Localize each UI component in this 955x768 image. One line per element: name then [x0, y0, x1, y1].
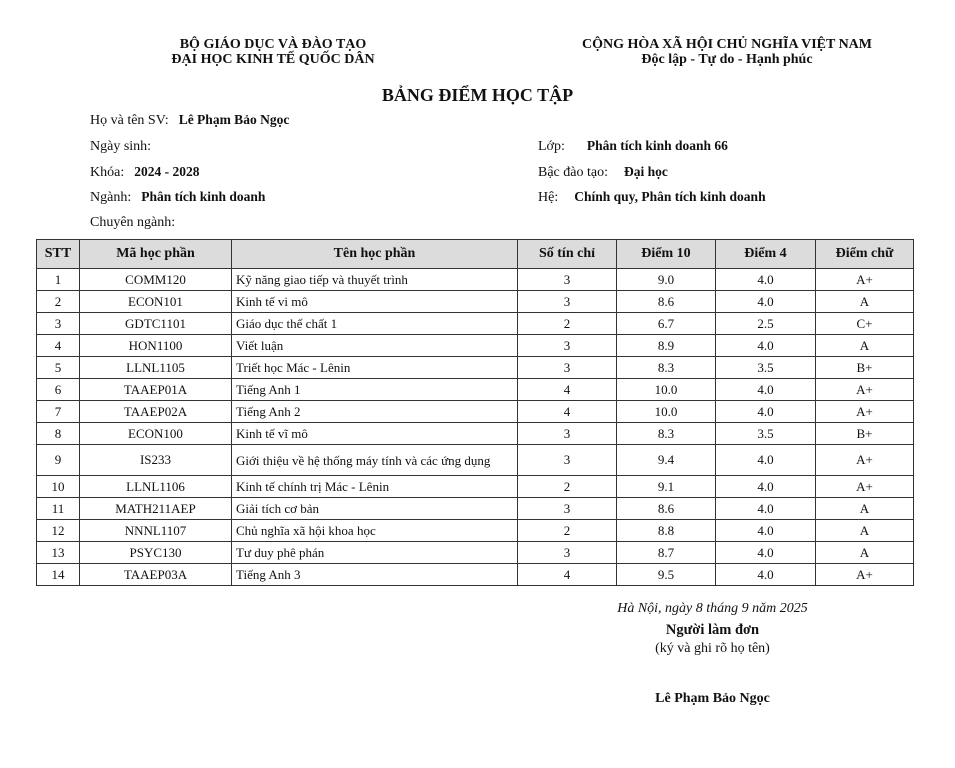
cell-stt: 2	[37, 291, 80, 313]
cell-code: TAAEP02A	[80, 401, 232, 423]
cell-code: MATH211AEP	[80, 498, 232, 520]
cell-letter: A+	[816, 401, 914, 423]
page-title: BẢNG ĐIỂM HỌC TẬP	[381, 85, 574, 105]
cell-code: TAAEP03A	[80, 564, 232, 586]
cell-score10: 8.8	[617, 520, 716, 542]
cell-stt: 6	[37, 379, 80, 401]
level-label: Bậc đào tạo:	[538, 165, 608, 180]
course-row	[90, 163, 199, 181]
cell-letter: A+	[816, 379, 914, 401]
cell-code: LLNL1106	[80, 476, 232, 498]
specialization-row	[90, 213, 175, 231]
cell-credits: 3	[518, 335, 617, 357]
cell-score10: 8.9	[617, 335, 716, 357]
cell-score4: 4.0	[716, 269, 816, 291]
cell-score4: 4.0	[716, 335, 816, 357]
cell-credits: 2	[518, 476, 617, 498]
cell-score4: 4.0	[716, 498, 816, 520]
cell-code: PSYC130	[80, 542, 232, 564]
cell-letter: A+	[816, 476, 914, 498]
header-right	[522, 37, 932, 67]
cell-credits: 3	[518, 269, 617, 291]
level-value: Đại học	[623, 164, 668, 179]
cell-letter: B+	[816, 357, 914, 379]
cell-score4: 4.0	[716, 445, 816, 476]
cell-score4: 4.0	[716, 379, 816, 401]
system-row	[538, 188, 766, 206]
cell-letter: A	[816, 498, 914, 520]
table-row	[37, 476, 914, 498]
header-left	[133, 37, 413, 67]
table-row	[37, 291, 914, 313]
cell-score4: 4.0	[716, 291, 816, 313]
cell-credits: 4	[518, 564, 617, 586]
cell-letter: A+	[816, 445, 914, 476]
cell-letter: A	[816, 520, 914, 542]
cell-code: IS233	[80, 445, 232, 476]
cell-name: Triết học Mác - Lênin	[232, 357, 518, 379]
table-row	[37, 401, 914, 423]
cell-code: ECON100	[80, 423, 232, 445]
cell-name: Viết luận	[232, 335, 518, 357]
cell-code: NNNL1107	[80, 520, 232, 542]
table-row	[37, 423, 914, 445]
cell-name: Kinh tế vi mô	[232, 291, 518, 313]
cell-score4: 2.5	[716, 313, 816, 335]
student-name-row	[90, 111, 289, 129]
cell-name: Tiếng Anh 2	[232, 401, 518, 423]
cell-name: Tiếng Anh 1	[232, 379, 518, 401]
dob-row	[90, 137, 151, 155]
cell-letter: A	[816, 335, 914, 357]
cell-code: COMM120	[80, 269, 232, 291]
specialization-label: Chuyên ngành:	[90, 215, 176, 230]
cell-credits: 3	[518, 445, 617, 476]
cell-score10: 8.7	[617, 542, 716, 564]
cell-stt: 10	[37, 476, 80, 498]
national-title: CỘNG HÒA XÃ HỘI CHỦ NGHĨA VIỆT NAM	[581, 37, 872, 52]
course-label: Khóa:	[90, 165, 125, 180]
table-row	[37, 498, 914, 520]
footer-date: Hà Nội, ngày 8 tháng 9 năm 2025	[617, 601, 808, 616]
cell-credits: 2	[518, 520, 617, 542]
major-value: Phân tích kinh doanh	[141, 189, 266, 204]
cell-score10: 6.7	[617, 313, 716, 335]
table-row	[37, 379, 914, 401]
cell-name: Kinh tế vĩ mô	[232, 423, 518, 445]
cell-stt: 7	[37, 401, 80, 423]
ministry-name: BỘ GIÁO DỤC VÀ ĐÀO TẠO	[179, 37, 367, 52]
signer-title: Người làm đơn	[665, 622, 760, 638]
system-label: Hệ:	[538, 190, 559, 205]
table-row	[37, 445, 914, 476]
table-row	[37, 520, 914, 542]
signer-note: (ký và ghi rõ họ tên)	[655, 641, 770, 656]
cell-code: HON1100	[80, 335, 232, 357]
table-row	[37, 313, 914, 335]
table-row	[37, 357, 914, 379]
cell-stt: 9	[37, 445, 80, 476]
table-row	[37, 564, 914, 586]
cell-name: Tư duy phê phán	[232, 542, 518, 564]
course-value: 2024 - 2028	[134, 164, 200, 179]
cell-score10: 8.3	[617, 423, 716, 445]
signer-name: Lê Phạm Bảo Ngọc	[655, 691, 770, 706]
cell-credits: 3	[518, 498, 617, 520]
cell-credits: 3	[518, 542, 617, 564]
cell-stt: 11	[37, 498, 80, 520]
cell-letter: B+	[816, 423, 914, 445]
student-name: Lê Phạm Bảo Ngọc	[178, 112, 290, 127]
cell-stt: 3	[37, 313, 80, 335]
cell-code: ECON101	[80, 291, 232, 313]
major-row	[90, 188, 265, 206]
cell-credits: 3	[518, 291, 617, 313]
table-row	[37, 542, 914, 564]
cell-letter: A+	[816, 564, 914, 586]
table-header-row	[37, 240, 914, 269]
cell-credits: 3	[518, 357, 617, 379]
level-row	[538, 163, 668, 181]
cell-score10: 9.5	[617, 564, 716, 586]
cell-credits: 2	[518, 313, 617, 335]
cell-name: Giải tích cơ bản	[232, 498, 518, 520]
cell-stt: 5	[37, 357, 80, 379]
cell-score10: 10.0	[617, 401, 716, 423]
col-header-score10: Điểm 10	[617, 240, 716, 269]
system-value: Chính quy, Phân tích kinh doanh	[574, 189, 766, 204]
col-header-name: Tên học phần	[232, 240, 518, 269]
cell-score10: 9.0	[617, 269, 716, 291]
class-label: Lớp:	[538, 139, 565, 154]
cell-letter: A	[816, 291, 914, 313]
cell-score10: 9.4	[617, 445, 716, 476]
dob-label: Ngày sinh:	[90, 139, 152, 154]
university-name: ĐẠI HỌC KINH TẾ QUỐC DÂN	[171, 52, 375, 67]
cell-code: GDTC1101	[80, 313, 232, 335]
cell-code: LLNL1105	[80, 357, 232, 379]
class-value: Phân tích kinh doanh 66	[586, 138, 728, 153]
cell-letter: C+	[816, 313, 914, 335]
col-header-score4: Điểm 4	[716, 240, 816, 269]
cell-letter: A	[816, 542, 914, 564]
cell-name: Kinh tế chính trị Mác - Lênin	[232, 476, 518, 498]
class-row	[538, 137, 728, 155]
cell-score4: 4.0	[716, 520, 816, 542]
cell-stt: 1	[37, 269, 80, 291]
cell-stt: 13	[37, 542, 80, 564]
cell-score4: 3.5	[716, 357, 816, 379]
cell-letter: A+	[816, 269, 914, 291]
cell-score4: 4.0	[716, 476, 816, 498]
table-row	[37, 335, 914, 357]
national-motto: Độc lập - Tự do - Hạnh phúc	[641, 52, 813, 67]
col-header-stt: STT	[37, 240, 80, 269]
cell-score10: 10.0	[617, 379, 716, 401]
cell-score10: 8.6	[617, 291, 716, 313]
table-row	[37, 269, 914, 291]
grades-table	[36, 239, 914, 586]
cell-score10: 9.1	[617, 476, 716, 498]
cell-name: Kỹ năng giao tiếp và thuyết trình	[232, 269, 518, 291]
cell-score4: 3.5	[716, 423, 816, 445]
col-header-letter: Điểm chữ	[816, 240, 914, 269]
cell-credits: 4	[518, 401, 617, 423]
cell-stt: 8	[37, 423, 80, 445]
cell-score4: 4.0	[716, 542, 816, 564]
cell-name: Chủ nghĩa xã hội khoa học	[232, 520, 518, 542]
cell-score4: 4.0	[716, 564, 816, 586]
cell-name: Giáo dục thể chất 1	[232, 313, 518, 335]
major-label: Ngành:	[90, 190, 132, 205]
cell-credits: 4	[518, 379, 617, 401]
cell-score10: 8.6	[617, 498, 716, 520]
cell-score10: 8.3	[617, 357, 716, 379]
cell-name: Giới thiệu về hệ thống máy tính và các ứng dụng	[232, 445, 518, 476]
cell-code: TAAEP01A	[80, 379, 232, 401]
cell-stt: 14	[37, 564, 80, 586]
col-header-code: Mã học phần	[80, 240, 232, 269]
cell-stt: 12	[37, 520, 80, 542]
cell-stt: 4	[37, 335, 80, 357]
cell-credits: 3	[518, 423, 617, 445]
cell-name: Tiếng Anh 3	[232, 564, 518, 586]
student-name-label: Họ và tên SV:	[90, 113, 169, 128]
cell-score4: 4.0	[716, 401, 816, 423]
col-header-credits: Số tín chỉ	[518, 240, 617, 269]
